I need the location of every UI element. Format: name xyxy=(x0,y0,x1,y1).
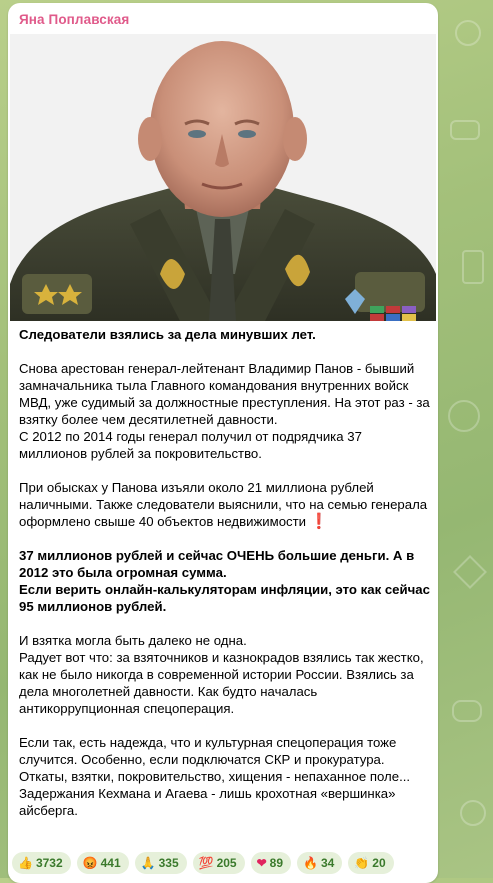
reaction-fire[interactable] xyxy=(297,852,342,874)
reactions-bar xyxy=(8,852,442,878)
message-paragraph-5: Если так, есть надежда, что и культурная спецоперация тоже случится. Особенно, если подключатся СКР и прокуратура. Откаты, взятки, покровительство, хищения - непаханное поле... Задержания Кехмана и Агаева - лишь крохотная «вершинка» айсберга. xyxy=(19,735,411,818)
reaction-count: 3732 xyxy=(35,856,63,870)
message-paragraph-4: И взятка могла быть далеко не одна. Радует вот что: за взяточников и казнокрадов взялись так жестко, как не было никогда в современной истории России. Взялись за дела многолетней давности. Как будто началась антикоррупционная спецоперация. xyxy=(19,633,424,716)
hundred-points-icon: 💯 xyxy=(198,856,214,870)
reaction-angry[interactable] xyxy=(77,852,129,874)
clapping-hands-icon: 👏 xyxy=(354,856,370,870)
reaction-count: 335 xyxy=(158,856,179,870)
reaction-clap[interactable] xyxy=(348,852,393,874)
paragraph-2-text: При обысках у Панова изъяли около 21 миллиона рублей наличными. Также следователи выяснили, что на семью генерала оформлено свыше 40 объектов недвижимости xyxy=(19,480,428,529)
exclamation-icon: ❗ xyxy=(309,513,329,530)
message-paragraph-1: Снова арестован генерал-лейтенант Владимир Панов - бывший замначальника тыла Главного командования внутренних войск МВД, уже судимый за должностные преступления. На этот раз - за взятку более чем десятилетней давности. С 2012 по 2014 годы генерал получил от подрядчика 37 миллионов рублей за покровительство. xyxy=(19,361,430,461)
heart-icon: ❤ xyxy=(256,856,267,870)
message-bubble xyxy=(8,3,438,883)
reaction-pray[interactable] xyxy=(135,852,187,874)
reaction-hundred[interactable] xyxy=(193,852,245,874)
message-photo[interactable] xyxy=(10,34,436,321)
reaction-count: 205 xyxy=(216,856,237,870)
message-headline: Следователи взялись за дела минувших лет. xyxy=(19,327,316,342)
reaction-count: 89 xyxy=(269,856,284,870)
reaction-count: 20 xyxy=(372,856,386,870)
reaction-heart[interactable] xyxy=(251,852,291,874)
sender-name[interactable]: Яна Поплавская xyxy=(19,12,130,27)
reaction-count: 441 xyxy=(100,856,121,870)
general-portrait-image xyxy=(10,34,436,321)
thumbs-up-icon: 👍 xyxy=(18,856,33,870)
message-paragraph-3: 37 миллионов рублей и сейчас ОЧЕНЬ большие деньги. А в 2012 это была огромная сумма. Если верить онлайн-калькуляторам инфляции, это как сейчас 95 миллионов рублей. xyxy=(19,548,430,614)
fire-icon: 🔥 xyxy=(303,856,318,870)
message-text xyxy=(19,326,431,836)
reaction-count: 34 xyxy=(320,856,335,870)
message-paragraph-2 xyxy=(19,479,431,530)
reaction-thumbs-up[interactable] xyxy=(12,852,71,874)
praying-hands-icon: 🙏 xyxy=(140,856,156,870)
angry-face-icon: 😡 xyxy=(82,856,98,870)
